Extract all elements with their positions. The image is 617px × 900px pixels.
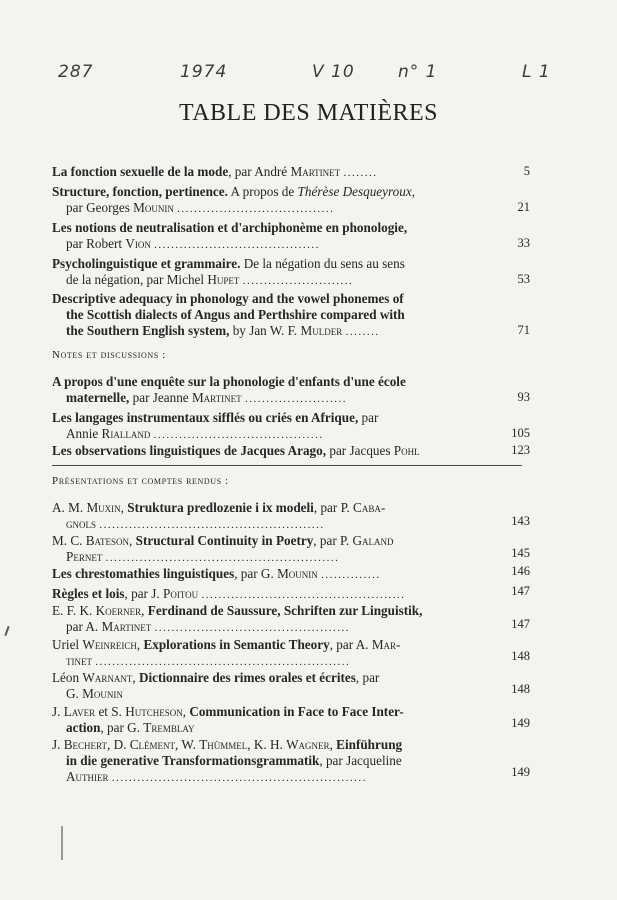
entry-by: , par P.	[313, 500, 354, 515]
entry-text: ,	[411, 184, 415, 199]
annotation-volume: V 10	[312, 62, 355, 82]
entry-title: Structural Continuity in Poetry	[135, 533, 314, 548]
entry-by: de la négation, par Michel	[66, 272, 208, 287]
entry-text: ,	[329, 737, 337, 752]
entry-title-cont: in die generative Transformationsgrammatik	[66, 753, 320, 768]
page-number: 143	[511, 514, 530, 528]
entry-author: Rialland	[101, 426, 151, 441]
entry-text: ,	[120, 500, 128, 515]
page-number: 149	[511, 716, 530, 730]
entry-by: , par G.	[234, 566, 278, 581]
toc-entry: Les langages instrumentaux sifflés ou criés en Afrique, par Annie Rialland ........................................	[52, 410, 379, 441]
entry-by: Annie	[66, 426, 102, 441]
entry-author: Clément	[129, 737, 176, 752]
entry-by: par Georges	[66, 200, 134, 215]
entry-by: , par	[355, 670, 380, 685]
section-heading-notes: Notes et discussions :	[52, 349, 166, 361]
entry-reviewer: Caba-	[353, 500, 386, 515]
entry-by: , par A.	[329, 637, 372, 652]
entry-text: ,	[182, 704, 190, 719]
entry-title: Psycholinguistique et grammaire.	[52, 256, 241, 271]
entry-by: par Robert	[66, 236, 126, 251]
entry-title: Struktura predlozenie i ix modeli	[127, 500, 314, 515]
entry-title: Communication in Face to Face Inter-	[189, 704, 404, 719]
page-title: TABLE DES MATIÈRES	[178, 100, 439, 126]
entry-author: Muxin	[86, 500, 121, 515]
entry-by: par	[358, 410, 379, 425]
entry-title: Règles et lois	[52, 586, 125, 601]
entry-reviewer: Poitou	[162, 586, 199, 601]
entry-text: A. M.	[52, 500, 87, 515]
entry-text: A propos de	[227, 184, 298, 199]
entry-title: Ferdinand de Saussure, Schriften zur Linguistik,	[147, 603, 423, 618]
page-number: 93	[517, 390, 530, 404]
entry-by: , par G.	[100, 720, 144, 735]
entry-title: Les notions de neutralisation et d'archiphonème en phonologie,	[52, 220, 408, 235]
entry-by: par Jacques	[326, 443, 394, 458]
entry-title: Descriptive adequacy in phonology and the vowel phonemes of	[52, 291, 404, 306]
entry-reviewer: Martinet	[101, 619, 152, 634]
entry-title: A propos d'une enquête sur la phonologie d'enfants d'une école	[52, 374, 406, 389]
entry-text: et S.	[95, 704, 126, 719]
entry-text: ,	[136, 637, 144, 652]
annotation-shelfmark: 287	[58, 62, 94, 82]
entry-reviewer: Tremblay	[143, 720, 195, 735]
toc-entry: Descriptive adequacy in phonology and the vowel phonemes of the Scottish dialects of Angus and Perthshire compared with the Southern English system, by Jan W. F. Mulder ........	[52, 291, 405, 338]
page-number: 33	[517, 236, 530, 250]
page-number: 21	[517, 200, 530, 214]
entry-reviewer: Mounin	[82, 686, 123, 701]
entry-reviewer: Mar-	[371, 637, 401, 652]
toc-entry: Les chrestomathies linguistiques, par G. Mounin ..............	[52, 566, 381, 581]
entry-by: , par André	[228, 164, 291, 179]
entry-text: M. C.	[52, 533, 86, 548]
entry-by: par A.	[66, 619, 102, 634]
toc-entry: E. F. K. Koerner, Ferdinand de Saussure, Schriften zur Linguistik, par A. Martinet ..............................................	[52, 603, 423, 634]
toc-entry	[52, 670, 522, 702]
entry-reviewer: Authier	[66, 769, 109, 784]
entry-reviewer: Galand	[352, 533, 394, 548]
entry-author: Wagner	[286, 737, 330, 752]
entry-author: Weinreich	[82, 637, 137, 652]
section-divider	[52, 465, 522, 466]
entry-author: Warnant	[82, 670, 133, 685]
page-number: 105	[511, 426, 530, 440]
scan-mark	[61, 826, 63, 860]
entry-author: Laver	[63, 704, 96, 719]
entry-reviewer: Pernet	[66, 549, 103, 564]
entry-author: Koerner	[95, 603, 142, 618]
entry-by: G.	[66, 686, 83, 701]
entry-text: Léon	[52, 670, 83, 685]
entry-reviewer: tinet	[66, 653, 92, 668]
page-number: 145	[511, 546, 530, 560]
entry-author: Mulder	[300, 323, 343, 338]
entry-by: par Jeanne	[129, 390, 192, 405]
toc-entry: J. Bechert, D. Clément, W. Thümmel, K. H. Wagner, Einführung in die generative Transformationsgrammatik, par Jacqueline Authier ............................................................	[52, 737, 403, 784]
entry-by: , par P.	[313, 533, 353, 548]
entry-author: Martinet	[290, 164, 341, 179]
entry-text: , W.	[175, 737, 200, 752]
entry-title: Structure, fonction, pertinence.	[52, 184, 228, 199]
page-number: 53	[517, 272, 530, 286]
entry-title: Les observations linguistiques de Jacques Arago,	[52, 443, 327, 458]
entry-title: Les langages instrumentaux sifflés ou criés en Afrique,	[52, 410, 359, 425]
page-number: 149	[511, 765, 530, 779]
entry-title-cont: the Scottish dialects of Angus and Perthshire compared with	[66, 307, 405, 322]
entry-title-cont: the Southern English system,	[66, 323, 230, 338]
entry-italic: Thérèse Desqueyroux	[297, 184, 412, 199]
entry-author: Bateson	[85, 533, 130, 548]
toc-entry: Structure, fonction, pertinence. A propos de Thérèse Desqueyroux, par Georges Mounin .....................................	[52, 184, 415, 215]
toc-entry	[52, 443, 522, 459]
entry-title: Einführung	[336, 737, 403, 752]
entry-by: , par J.	[124, 586, 163, 601]
annotation-code: L 1	[522, 62, 551, 82]
scan-mark	[4, 626, 9, 636]
entry-text: Uriel	[52, 637, 83, 652]
entry-author: Vion	[125, 236, 151, 251]
entry-author: Thümmel	[199, 737, 248, 752]
entry-text: J.	[52, 737, 64, 752]
entry-title: La fonction sexuelle de la mode	[52, 164, 229, 179]
entry-text: E. F. K.	[52, 603, 96, 618]
entry-author: Pohl	[393, 443, 420, 458]
entry-text: ,	[141, 603, 148, 618]
annotation-year: 1974	[180, 62, 228, 82]
toc-entry: A. M. Muxin, Struktura predlozenie i ix modeli, par P. Caba- gnols .....................................................	[52, 500, 386, 531]
page-number: 71	[517, 323, 530, 337]
entry-title: Les chrestomathies linguistiques	[52, 566, 235, 581]
entry-author: Hutcheson	[125, 704, 183, 719]
entry-text: , K. H.	[247, 737, 287, 752]
page-number: 5	[523, 164, 530, 178]
toc-entry	[52, 704, 522, 736]
page-number: 147	[511, 617, 530, 631]
entry-reviewer: gnols	[66, 516, 97, 531]
entry-text: De la négation du sens au sens	[240, 256, 405, 271]
toc-entry: A propos d'une enquête sur la phonologie d'enfants d'une école maternelle, par Jeanne Martinet ........................	[52, 374, 406, 405]
entry-author: Mounin	[133, 200, 174, 215]
entry-title-cont: action	[66, 720, 101, 735]
entry-title: Dictionnaire des rimes orales et écrites	[138, 670, 356, 685]
page-number: 148	[511, 649, 530, 663]
page-number: 147	[511, 584, 530, 598]
toc-entry: Uriel Weinreich, Explorations in Semantic Theory, par A. Mar- tinet ............................................................	[52, 637, 401, 668]
toc-entry: Psycholinguistique et grammaire. De la négation du sens au sens de la négation, par Michel Hupet ..........................	[52, 256, 405, 287]
toc-entry: Les notions de neutralisation et d'archiphonème en phonologie, par Robert Vion .......................................	[52, 220, 408, 251]
entry-text: ,	[129, 533, 136, 548]
toc-entry: M. C. Bateson, Structural Continuity in Poetry, par P. Galand Pernet .......................................................	[52, 533, 394, 564]
page-number: 146	[511, 564, 530, 578]
annotation-number: n° 1	[398, 62, 438, 82]
toc-entry: La fonction sexuelle de la mode, par André Martinet ........	[52, 164, 378, 179]
entry-by: by Jan W. F.	[229, 323, 301, 338]
entry-text: ,	[132, 670, 139, 685]
entry-author: Bechert	[63, 737, 107, 752]
entry-title-cont: maternelle,	[66, 390, 130, 405]
entry-text: , D.	[107, 737, 130, 752]
entry-author: Martinet	[191, 390, 242, 405]
entry-reviewer: Mounin	[277, 566, 318, 581]
entry-author: Hupet	[207, 272, 240, 287]
entry-title: Explorations in Semantic Theory	[143, 637, 330, 652]
page-number: 148	[511, 682, 530, 696]
section-heading-reviews: Présentations et comptes rendus :	[52, 475, 229, 487]
entry-by: , par Jacqueline	[319, 753, 402, 768]
page-number: 123	[511, 443, 530, 457]
entry-text: J.	[52, 704, 64, 719]
toc-entry: Règles et lois, par J. Poitou ................................................	[52, 586, 406, 601]
